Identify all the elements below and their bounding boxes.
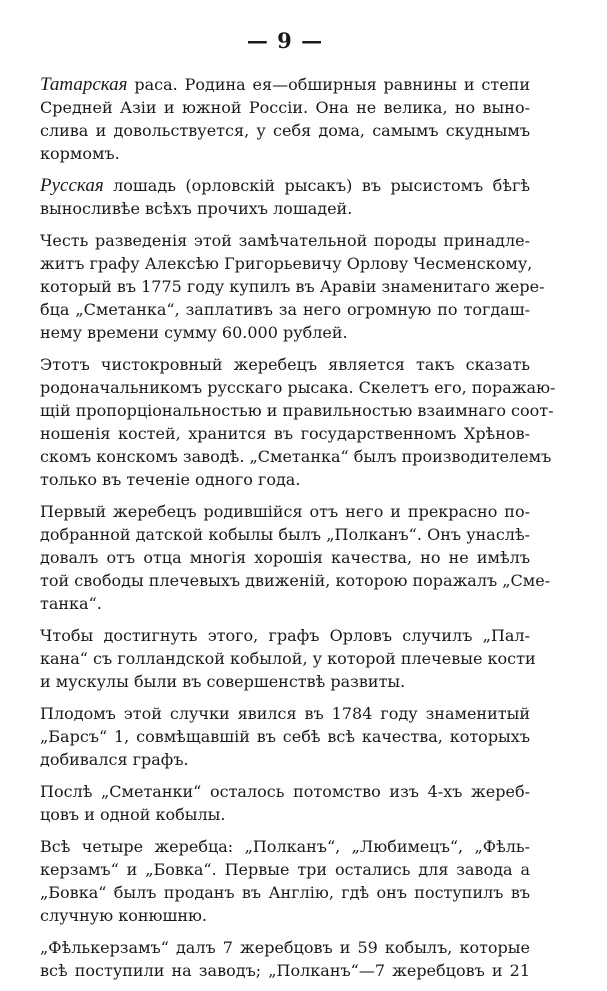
line-text: добивался графъ. <box>40 750 189 769</box>
line-text: „Фѣлькерзамъ“ далъ 7 жеребцовъ и 59 кобылъ, которые <box>40 938 530 957</box>
line-text: слива и довольствуется, у себя дома, самымъ скуднымъ <box>40 121 530 140</box>
paragraph <box>40 780 530 826</box>
text-line <box>40 959 530 982</box>
breed-heading: Русская <box>40 175 104 196</box>
line-text: выносливѣе всѣхъ прочихъ лошадей. <box>40 199 353 218</box>
text-line <box>40 119 530 142</box>
text-line <box>40 647 536 670</box>
paragraph <box>40 73 530 165</box>
text-line <box>40 803 530 826</box>
text-line <box>40 142 530 165</box>
breed-heading: Татарская <box>40 74 128 95</box>
text-line <box>40 422 530 445</box>
text-line <box>40 376 556 399</box>
line-text: скомъ конскомъ заводѣ. „Сметанка“ былъ производителемъ <box>40 447 552 466</box>
text-line <box>40 835 530 858</box>
line-text: нему времени сумму 60.000 рублей. <box>40 323 348 342</box>
line-text: лошадь (орловскій рысакъ) въ рысистомъ бѣгѣ <box>103 176 530 195</box>
paragraph <box>40 500 551 615</box>
text-line <box>40 399 554 422</box>
text-line <box>40 858 530 881</box>
text-line <box>40 229 530 252</box>
line-text: ношенія костей, хранится въ государственномъ Хрѣнов- <box>40 424 530 443</box>
text-line <box>40 96 530 119</box>
text-line <box>40 725 530 748</box>
line-text: родоначальникомъ русскаго рысака. Скелетъ его, поражаю- <box>40 378 556 397</box>
text-line <box>40 275 545 298</box>
book-page <box>40 28 556 991</box>
line-text: Этотъ чистокровный жеребецъ является такъ сказать <box>40 355 530 374</box>
text-line <box>40 670 530 693</box>
text-line <box>40 174 530 197</box>
body-text <box>40 73 556 982</box>
line-text: той свободы плечевыхъ движеній, которою поражалъ „Сме- <box>40 571 551 590</box>
line-text: „Барсъ“ 1, совмѣщавшій въ себѣ всѣ качества, которыхъ <box>40 727 530 746</box>
paragraph <box>40 936 530 982</box>
paragraph <box>40 702 530 771</box>
line-text: Плодомъ этой случки явился въ 1784 году знаменитый <box>40 704 530 723</box>
line-text: Первый жеребецъ родившійся отъ него и прекрасно по- <box>40 502 530 521</box>
text-line <box>40 252 533 275</box>
text-line <box>40 445 552 468</box>
line-text: кормомъ. <box>40 144 120 163</box>
text-line <box>40 197 530 220</box>
text-line <box>40 298 530 321</box>
line-text: и мускулы были въ совершенствѣ развиты. <box>40 672 406 691</box>
page-number: — 9 — <box>246 28 324 53</box>
line-text: кана“ съ голландской кобылой, у которой плечевые кости <box>40 649 536 668</box>
line-text: довалъ отъ отца многія хорошія качества, но не имѣлъ <box>40 548 530 567</box>
paragraph <box>40 229 545 344</box>
line-text: Честь разведенія этой замѣчательной породы принадле- <box>40 231 530 250</box>
line-text: который въ 1775 году купилъ въ Аравіи знаменитаго жере- <box>40 277 545 296</box>
text-line <box>40 748 530 771</box>
line-text: житъ графу Алексѣю Григорьевичу Орлову Чесменскому, <box>40 254 533 273</box>
line-text: цовъ и одной кобылы. <box>40 805 226 824</box>
line-text: „Бовка“ былъ проданъ въ Англію, гдѣ онъ поступилъ въ <box>40 883 530 902</box>
text-line <box>40 881 530 904</box>
text-line <box>40 624 530 647</box>
line-text: случную конюшню. <box>40 906 207 925</box>
line-text: только въ теченіе одного года. <box>40 470 301 489</box>
text-line <box>40 702 530 725</box>
line-text: всѣ поступили на заводъ; „Полканъ“—7 жеребцовъ и 21 <box>40 961 530 980</box>
text-line <box>40 468 530 491</box>
paragraph <box>40 353 556 491</box>
line-text: танка“. <box>40 594 102 613</box>
text-line <box>40 904 530 927</box>
text-line <box>40 353 530 376</box>
line-text: Чтобы достигнуть этого, графъ Орловъ случилъ „Пал- <box>40 626 530 645</box>
paragraph <box>40 835 530 927</box>
text-line <box>40 569 551 592</box>
text-line <box>40 936 530 959</box>
text-line <box>40 321 530 344</box>
paragraph <box>40 174 530 220</box>
line-text: добранной датской кобылы былъ „Полканъ“. Онъ унаслѣ- <box>40 525 530 544</box>
line-text: щій пропорціональностью и правильностью взаимнаго соот- <box>40 401 554 420</box>
line-text: Всѣ четыре жеребца: „Полканъ“, „Любимецъ“, „Фѣль- <box>40 837 530 856</box>
line-text: бца „Сметанка“, заплативъ за него огромную по тогдаш- <box>40 300 530 319</box>
text-line <box>40 592 530 615</box>
text-line <box>40 780 530 803</box>
line-text: раса. Родина ея—обширныя равнины и степи <box>127 75 530 94</box>
line-text: Средней Азіи и южной Россіи. Она не велика, но выно- <box>40 98 530 117</box>
text-line <box>40 73 530 96</box>
line-text: Послѣ „Сметанки“ осталось потомство изъ 4-хъ жереб- <box>40 782 530 801</box>
paragraph <box>40 624 536 693</box>
text-line <box>40 523 530 546</box>
text-line <box>40 500 530 523</box>
text-line <box>40 546 530 569</box>
line-text: керзамъ“ и „Бовка“. Первые три остались для завода а <box>40 860 530 879</box>
